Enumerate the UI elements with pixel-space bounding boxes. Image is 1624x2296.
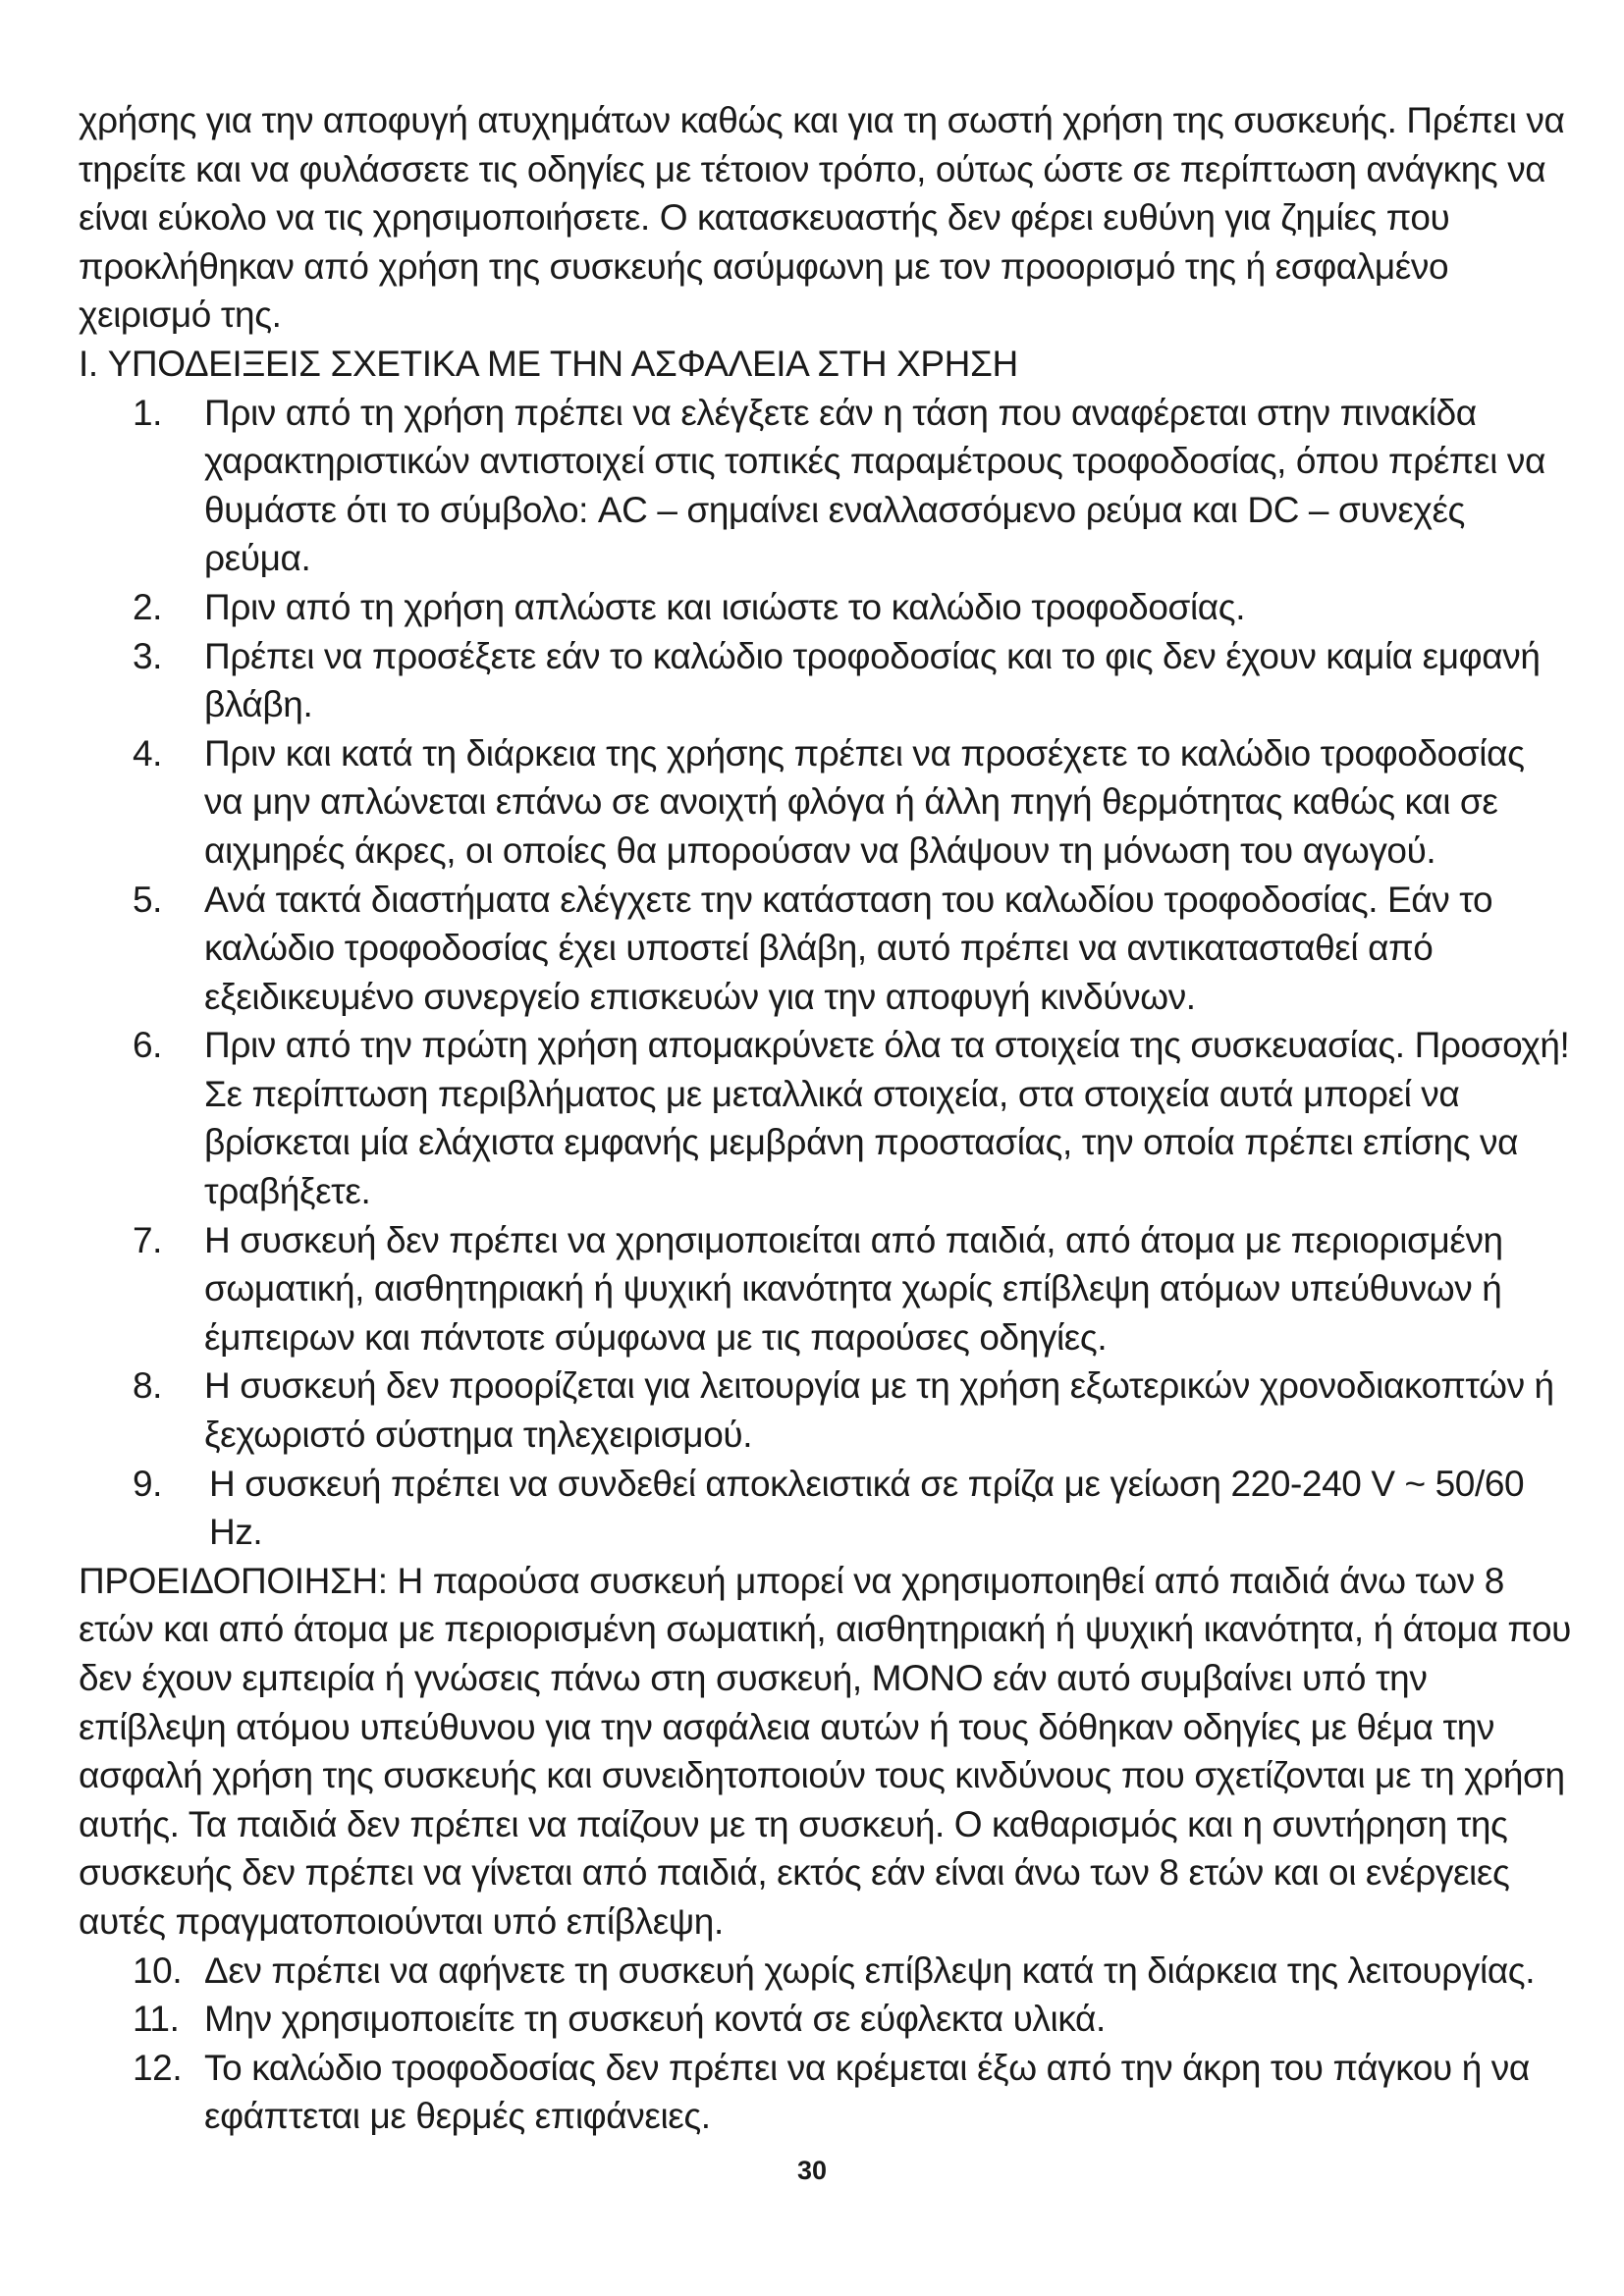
item-number: 10.	[133, 1949, 183, 1991]
safety-list	[79, 389, 1571, 1557]
page-content	[79, 96, 1571, 2141]
list-item	[79, 1362, 1571, 1459]
item-text: Πριν από την πρώτη χρήση απομακρύνετε όλα τα στοιχεία της συσκευασίας. Προσοχή! Σε περίπτωση περιβλήματος με μεταλλικά στοιχεία, στα στοιχεία αυτά μπορεί να βρίσκεται μία ελάχιστα εμφανής μεμβράνη προστασίας, την οποία πρέπει επίσης να τραβήξετε.	[204, 1025, 1570, 1212]
item-number: 9.	[133, 1463, 163, 1504]
list-item	[79, 389, 1571, 583]
item-number: 3.	[133, 635, 163, 676]
list-item	[79, 1995, 1571, 2044]
list-item	[79, 1947, 1571, 1996]
item-number: 8.	[133, 1365, 163, 1407]
item-number: 6.	[133, 1025, 163, 1066]
page-number: 30	[796, 2156, 828, 2185]
item-text: Δεν πρέπει να αφήνετε τη συσκευή χωρίς επίβλεψη κατά τη διάρκεια της λειτουργίας.	[204, 1949, 1536, 1991]
section-heading: I. ΥΠΟΔΕΙΞΕΙΣ ΣΧΕΤΙΚΑ ΜΕ ΤΗΝ ΑΣΦΑΛΕΙΑ ΣΤΗ ΧΡΗΣΗ	[79, 343, 1018, 384]
item-number: 7.	[133, 1219, 163, 1260]
intro-paragraph: χρήσης για την αποφυγή ατυχημάτων καθώς και για τη σωστή χρήση της συσκευής. Πρέπει να τηρείτε και να φυλάσσετε τις οδηγίες με τέτοιον τρόπο, ούτως ώστε σε περίπτωση ανάγκης να είναι εύκολο να τις χρησιμοποιήσετε. Ο κατασκευαστής δεν φέρει ευθύνη για ζημίες που προκλήθηκαν από χρήση της συσκευής ασύμφωνη με τον προορισμό της ή εσφαλμένο χειρισμό της.	[79, 100, 1565, 336]
item-text: Πρέπει να προσέξετε εάν το καλώδιο τροφοδοσίας και το φις δεν έχουν καμία εμφανή βλάβη.	[204, 635, 1541, 725]
list-item	[79, 1460, 1571, 1557]
item-text: Η συσκευή δεν πρέπει να χρησιμοποιείται από παιδιά, από άτομα με περιορισμένη σωματική, αισθητηριακή ή ψυχική ικανότητα χωρίς επίβλεψη ατόμων υπεύθυνων ή έμπειρων και πάντοτε σύμφωνα με τις παρούσες οδηγίες.	[204, 1219, 1503, 1358]
item-number: 4.	[133, 732, 163, 774]
item-number: 5.	[133, 879, 163, 920]
item-number: 1.	[133, 392, 163, 433]
item-text: Μην χρησιμοποιείτε τη συσκευή κοντά σε εύφλεκτα υλικά.	[204, 1999, 1106, 2040]
item-text: Το καλώδιο τροφοδοσίας δεν πρέπει να κρέμεται έξω από την άκρη του πάγκου ή να εφάπτεται με θερμές επιφάνειες.	[204, 2047, 1530, 2137]
list-item	[79, 583, 1571, 632]
item-number: 11.	[133, 1999, 180, 2040]
list-item	[79, 729, 1571, 876]
warning-paragraph: ΠΡΟΕΙΔΟΠΟΙΗΣΗ: Η παρούσα συσκευή μπορεί να χρησιμοποιηθεί από παιδιά άνω των 8 ετών και από άτομα με περιορισμένη σωματική, αισθητηριακή ή ψυχική ικανότητα, ή άτομα που δεν έχουν εμπειρία ή γνώσεις πάνω στη συσκευή, ΜΟΝΟ εάν αυτό συμβαίνει υπό την επίβλεψη ατόμου υπεύθυνου για την ασφάλεια αυτών ή τους δόθηκαν οδηγίες με θέμα την ασφαλή χρήση της συσκευής και συνειδητοποιούν τους κινδύνους που σχετίζονται με τη χρήση αυτής. Τα παιδιά δεν πρέπει να παίζουν με τη συσκευή. Ο καθαρισμός και η συντήρηση της συσκευής δεν πρέπει να γίνεται από παιδιά, εκτός εάν είναι άνω των 8 ετών και οι ενέργειες αυτές πραγματοποιούνται υπό επίβλεψη.	[79, 1560, 1572, 1942]
list-item	[79, 632, 1571, 729]
item-text: Η συσκευή πρέπει να συνδεθεί αποκλειστικά σε πρίζα με γείωση 220-240 V ~ 50/60 Hz.	[209, 1463, 1525, 1553]
item-number: 2.	[133, 586, 163, 627]
list-item	[79, 1216, 1571, 1362]
item-text: Η συσκευή δεν προορίζεται για λειτουργία με τη χρήση εξωτερικών χρονοδιακοπτών ή ξεχωριστό σύστημα τηλεχειρισμού.	[204, 1365, 1554, 1456]
item-number: 12.	[133, 2047, 183, 2088]
list-item	[79, 2044, 1571, 2141]
list-item	[79, 876, 1571, 1022]
list-item	[79, 1021, 1571, 1215]
safety-list-continued	[79, 1947, 1571, 2141]
item-text: Ανά τακτά διαστήματα ελέγχετε την κατάσταση του καλωδίου τροφοδοσίας. Εάν το καλώδιο τροφοδοσίας έχει υποστεί βλάβη, αυτό πρέπει να αντικατασταθεί από εξειδικευμένο συνεργείο επισκευών για την αποφυγή κινδύνων.	[204, 879, 1493, 1017]
item-text: Πριν από τη χρήση πρέπει να ελέγξετε εάν η τάση που αναφέρεται στην πινακίδα χαρακτηριστικών αντιστοιχεί στις τοπικές παραμέτρους τροφοδοσίας, όπου πρέπει να θυμάστε ότι το σύμβολο: AC – σημαίνει εναλλασσόμενο ρεύμα και DC – συνεχές ρεύμα.	[204, 392, 1545, 579]
item-text: Πριν και κατά τη διάρκεια της χρήσης πρέπει να προσέχετε το καλώδιο τροφοδοσίας να μην απλώνεται επάνω σε ανοιχτή φλόγα ή άλλη πηγή θερμότητας καθώς και σε αιχμηρές άκρες, οι οποίες θα μπορούσαν να βλάψουν τη μόνωση του αγωγού.	[204, 732, 1525, 871]
item-text: Πριν από τη χρήση απλώστε και ισιώστε το καλώδιο τροφοδοσίας.	[204, 586, 1246, 627]
